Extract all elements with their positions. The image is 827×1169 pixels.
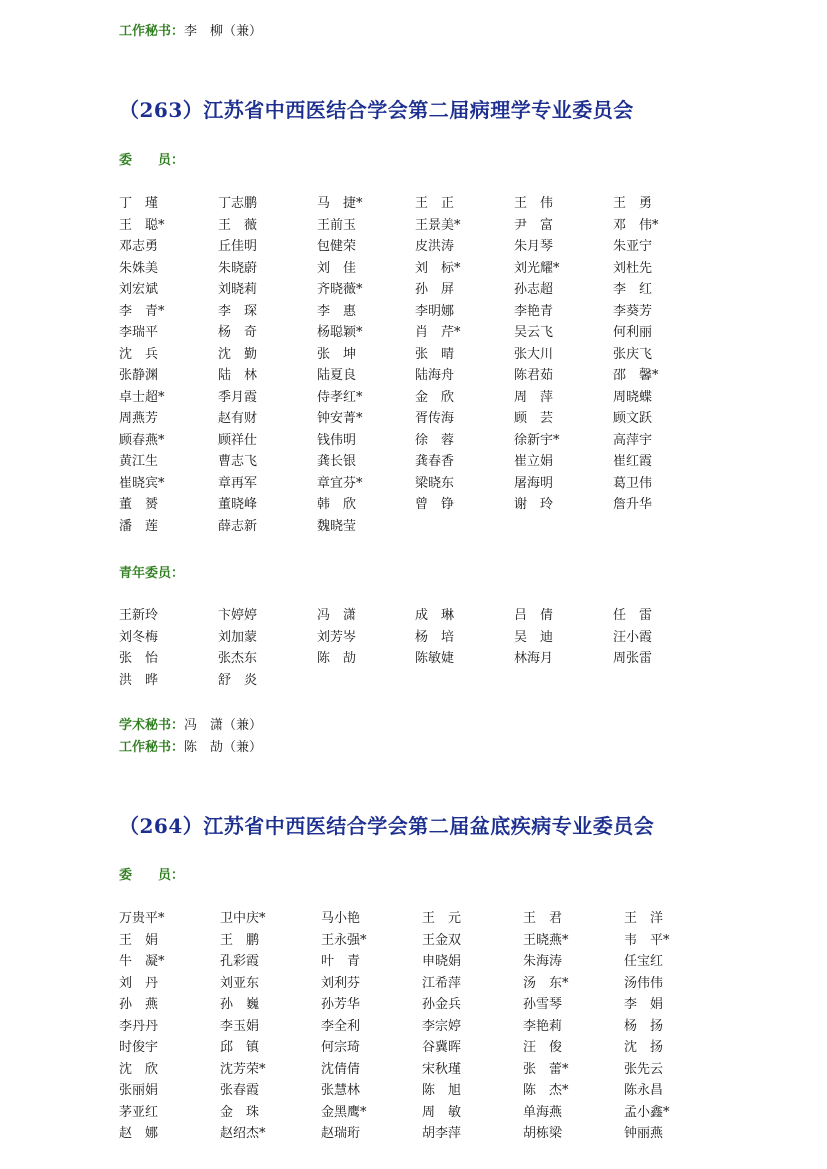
member-name: 曹志飞 <box>218 454 258 469</box>
member-name: 宋秋瑾 <box>422 1061 462 1077</box>
member-name: 顾春燕* <box>119 432 165 448</box>
member-name: 李瑞平 <box>119 325 159 340</box>
member-name: 朱亚宁 <box>613 239 653 254</box>
member-name: 徐 蓉 <box>415 432 455 448</box>
member-name: 牛 凝* <box>119 954 165 969</box>
member-name: 刘冬梅 <box>119 629 159 645</box>
member-name: 王 伟 <box>514 196 554 211</box>
member-name: 董晓峰 <box>218 497 258 512</box>
section-263-title: （263）江苏省中西医结合学会第二届病理学专业委员会 <box>119 98 634 122</box>
member-name: 邓 伟* <box>613 217 659 233</box>
member-name: 李 娟 <box>624 997 664 1012</box>
member-name: 朱海涛 <box>523 954 563 969</box>
work-secretary-label: 工作秘书： <box>119 740 185 755</box>
member-name: 张慧林 <box>321 1083 361 1098</box>
member-name: 李 琛 <box>218 303 258 319</box>
member-name: 屠海明 <box>514 475 554 491</box>
member-name: 马 捷* <box>317 196 363 211</box>
member-name: 邱 镇 <box>220 1040 260 1055</box>
member-name: 杨 培 <box>415 629 455 645</box>
member-name: 李全利 <box>321 1018 361 1034</box>
member-name: 沈 扬 <box>624 1040 664 1055</box>
member-name: 董 赟 <box>119 497 159 512</box>
member-name: 陈 旭 <box>422 1083 462 1098</box>
member-name: 赵绍杰* <box>220 1126 266 1141</box>
member-name: 舒 炎 <box>218 672 258 688</box>
member-name: 刘亚东 <box>220 975 260 991</box>
member-name: 任宝红 <box>624 954 664 969</box>
member-name: 张丽娟 <box>119 1083 159 1098</box>
member-name: 陆 林 <box>218 368 258 383</box>
section-263-youth-label: 青年委员： <box>119 566 185 581</box>
member-name: 顾文跃 <box>613 411 653 426</box>
member-name: 孙志超 <box>514 282 554 297</box>
member-name: 张庆飞 <box>613 346 653 362</box>
member-name: 崔立娟 <box>514 454 554 469</box>
member-name: 侍孝红* <box>317 389 363 405</box>
member-name: 卫中庆* <box>220 911 266 926</box>
member-name: 沈 兵 <box>119 346 159 362</box>
member-name: 王 薇 <box>218 217 258 233</box>
member-name: 谢 玲 <box>514 497 554 512</box>
member-name: 杨 奇 <box>218 325 258 340</box>
member-name: 丘佳明 <box>218 239 258 254</box>
member-name: 刘 丹 <box>119 975 159 991</box>
member-name: 李明娜 <box>415 303 455 319</box>
member-name: 冯 潇 <box>317 608 357 623</box>
member-name: 胥传海 <box>415 411 455 426</box>
member-name: 肖 芹* <box>415 325 461 340</box>
member-name: 张先云 <box>624 1061 664 1077</box>
section-263-academic-secretary <box>119 716 262 734</box>
member-name: 朱姝美 <box>119 260 159 276</box>
member-name: 周 萍 <box>514 389 554 405</box>
member-name: 沈倩倩 <box>321 1061 361 1077</box>
member-name: 孔彩霞 <box>220 954 260 969</box>
member-name: 邓志勇 <box>119 239 159 254</box>
member-name: 包健荣 <box>317 239 357 254</box>
member-name: 尹 富 <box>514 217 554 233</box>
member-name: 丁志鹏 <box>218 196 258 211</box>
member-name: 孙 屏 <box>415 282 455 297</box>
member-name: 茅亚红 <box>119 1104 159 1120</box>
section-264-members-label: 委 员： <box>119 868 185 883</box>
member-name: 周张雷 <box>613 651 653 666</box>
member-name: 周 敏 <box>422 1104 462 1120</box>
member-name: 赵瑞珩 <box>321 1126 361 1141</box>
member-name: 陆海舟 <box>415 368 455 383</box>
member-name: 朱晓蔚 <box>218 260 258 276</box>
member-name: 汪小霞 <box>613 629 653 645</box>
member-name: 刘加蒙 <box>218 629 258 645</box>
member-name: 李葵芳 <box>613 303 653 319</box>
member-name: 张 怡 <box>119 651 159 666</box>
member-name: 王景美* <box>415 217 461 233</box>
member-name: 万贵平* <box>119 911 165 926</box>
work-secretary-value: 李 柳（兼） <box>184 24 263 39</box>
member-name: 卞婷婷 <box>218 608 258 623</box>
member-name: 魏晓莹 <box>317 518 357 534</box>
member-name: 陆夏良 <box>317 368 357 383</box>
member-name: 陈 杰* <box>523 1083 569 1098</box>
member-name: 洪 晔 <box>119 672 159 688</box>
member-name: 李 惠 <box>317 303 357 319</box>
member-name: 崔晓宾* <box>119 475 165 491</box>
member-name: 陈永昌 <box>624 1083 664 1098</box>
member-name: 顾祥仕 <box>218 432 258 448</box>
member-name: 沈 勤 <box>218 346 258 362</box>
member-name: 杨聪颖* <box>317 325 363 340</box>
member-name: 徐新宇* <box>514 432 560 448</box>
member-name: 何利丽 <box>613 325 653 340</box>
member-name: 陈敏婕 <box>415 651 455 666</box>
member-name: 何宗琦 <box>321 1040 361 1055</box>
member-name: 卓士超* <box>119 389 165 405</box>
member-name: 申晓娟 <box>422 954 462 969</box>
member-name: 钟丽燕 <box>624 1126 664 1141</box>
member-name: 刘芳岑 <box>317 629 357 645</box>
member-name: 齐晓薇* <box>317 282 363 297</box>
work-secretary-value: 陈 劼（兼） <box>184 740 263 755</box>
member-name: 曾 铮 <box>415 497 455 512</box>
member-name: 李艳青 <box>514 303 554 319</box>
member-name: 章宜芬* <box>317 475 363 491</box>
academic-secretary-label: 学术秘书： <box>119 718 185 733</box>
member-name: 韩 欣 <box>317 497 357 512</box>
member-name: 邵 馨* <box>613 368 659 383</box>
member-name: 顾 芸 <box>514 411 554 426</box>
member-name: 皮洪涛 <box>415 239 455 254</box>
member-name: 李玉娟 <box>220 1018 260 1034</box>
member-name: 潘 莲 <box>119 518 159 534</box>
member-name: 钱伟明 <box>317 432 357 448</box>
member-name: 王 君 <box>523 911 563 926</box>
member-name: 张 坤 <box>317 346 357 362</box>
member-name: 王金双 <box>422 932 462 948</box>
member-name: 王 洋 <box>624 911 664 926</box>
member-name: 刘光耀* <box>514 260 560 276</box>
member-name: 孙 燕 <box>119 997 159 1012</box>
section-263-members-label: 委 员： <box>119 153 185 168</box>
member-name: 成 琳 <box>415 608 455 623</box>
member-name: 李丹丹 <box>119 1018 159 1034</box>
top-secretary-line <box>119 22 262 40</box>
member-name: 汪 俊 <box>523 1040 563 1055</box>
member-name: 杨 扬 <box>624 1018 664 1034</box>
member-name: 陈君茹 <box>514 368 554 383</box>
member-name: 王 元 <box>422 911 462 926</box>
member-name: 胡栋梁 <box>523 1126 563 1141</box>
member-name: 章再军 <box>218 475 258 491</box>
member-name: 孙 巍 <box>220 997 260 1012</box>
member-name: 梁晓东 <box>415 475 455 491</box>
member-name: 张静渊 <box>119 368 159 383</box>
member-name: 刘晓莉 <box>218 282 258 297</box>
member-name: 汤伟伟 <box>624 975 664 991</box>
member-name: 张 晴 <box>415 346 455 362</box>
member-name: 陈 劼 <box>317 651 357 666</box>
member-name: 李艳莉 <box>523 1018 563 1034</box>
member-name: 汤 东* <box>523 975 569 991</box>
member-name: 马小艳 <box>321 911 361 926</box>
member-name: 孙金兵 <box>422 997 462 1012</box>
work-secretary-label: 工作秘书： <box>119 24 185 39</box>
member-name: 孟小鑫* <box>624 1104 670 1120</box>
member-name: 王 正 <box>415 196 455 211</box>
member-name: 王新玲 <box>119 608 159 623</box>
member-name: 韦 平* <box>624 932 670 948</box>
member-name: 沈 欣 <box>119 1061 159 1077</box>
member-name: 刘利芬 <box>321 975 361 991</box>
member-name: 葛卫伟 <box>613 475 653 491</box>
member-name: 刘杜先 <box>613 260 653 276</box>
member-name: 薛志新 <box>218 518 258 534</box>
member-name: 朱月琴 <box>514 239 554 254</box>
member-name: 丁 瑾 <box>119 196 159 211</box>
member-name: 王永强* <box>321 932 367 948</box>
member-name: 张春霞 <box>220 1083 260 1098</box>
member-name: 季月霞 <box>218 389 258 405</box>
member-name: 吕 倩 <box>514 608 554 623</box>
member-name: 黄江生 <box>119 454 159 469</box>
member-name: 刘 佳 <box>317 260 357 276</box>
member-name: 叶 青 <box>321 954 361 969</box>
academic-secretary-value: 冯 潇（兼） <box>184 718 263 733</box>
member-name: 张杰东 <box>218 651 258 666</box>
member-name: 王 鹏 <box>220 932 260 948</box>
member-name: 钟安菁* <box>317 411 363 426</box>
member-name: 时俊宇 <box>119 1040 159 1055</box>
member-name: 吴云飞 <box>514 325 554 340</box>
member-name: 沈芳荣* <box>220 1061 266 1077</box>
member-name: 张大川 <box>514 346 554 362</box>
member-name: 周燕芳 <box>119 411 159 426</box>
member-name: 王前玉 <box>317 217 357 233</box>
member-name: 赵 娜 <box>119 1126 159 1141</box>
member-name: 胡李萍 <box>422 1126 462 1141</box>
member-name: 詹升华 <box>613 497 653 512</box>
member-name: 刘宏斌 <box>119 282 159 297</box>
member-name: 高萍宇 <box>613 432 653 448</box>
member-name: 谷冀晖 <box>422 1040 462 1055</box>
member-name: 吴 迪 <box>514 629 554 645</box>
member-name: 李 青* <box>119 303 165 319</box>
member-name: 李 红 <box>613 282 653 297</box>
member-name: 王 娟 <box>119 932 159 948</box>
member-name: 林海月 <box>514 651 554 666</box>
member-name: 张 蕾* <box>523 1061 569 1077</box>
member-name: 王 聪* <box>119 217 165 233</box>
member-name: 任 雷 <box>613 608 653 623</box>
member-name: 单海燕 <box>523 1104 563 1120</box>
member-name: 孙雪琴 <box>523 997 563 1012</box>
member-name: 王 勇 <box>613 196 653 211</box>
member-name: 崔红霞 <box>613 454 653 469</box>
member-name: 金黑鹰* <box>321 1104 367 1120</box>
section-264-title: （264）江苏省中西医结合学会第二届盆底疾病专业委员会 <box>119 814 655 838</box>
member-name: 龚春香 <box>415 454 455 469</box>
member-name: 孙芳华 <box>321 997 361 1012</box>
member-name: 赵有财 <box>218 411 258 426</box>
member-name: 金 珠 <box>220 1104 260 1120</box>
member-name: 江希萍 <box>422 975 462 991</box>
member-name: 龚长银 <box>317 454 357 469</box>
section-263-work-secretary <box>119 738 262 756</box>
member-name: 李宗婷 <box>422 1018 462 1034</box>
member-name: 王晓燕* <box>523 932 569 948</box>
member-name: 周晓蝶 <box>613 389 653 405</box>
member-name: 金 欣 <box>415 389 455 405</box>
member-name: 刘 标* <box>415 260 461 276</box>
